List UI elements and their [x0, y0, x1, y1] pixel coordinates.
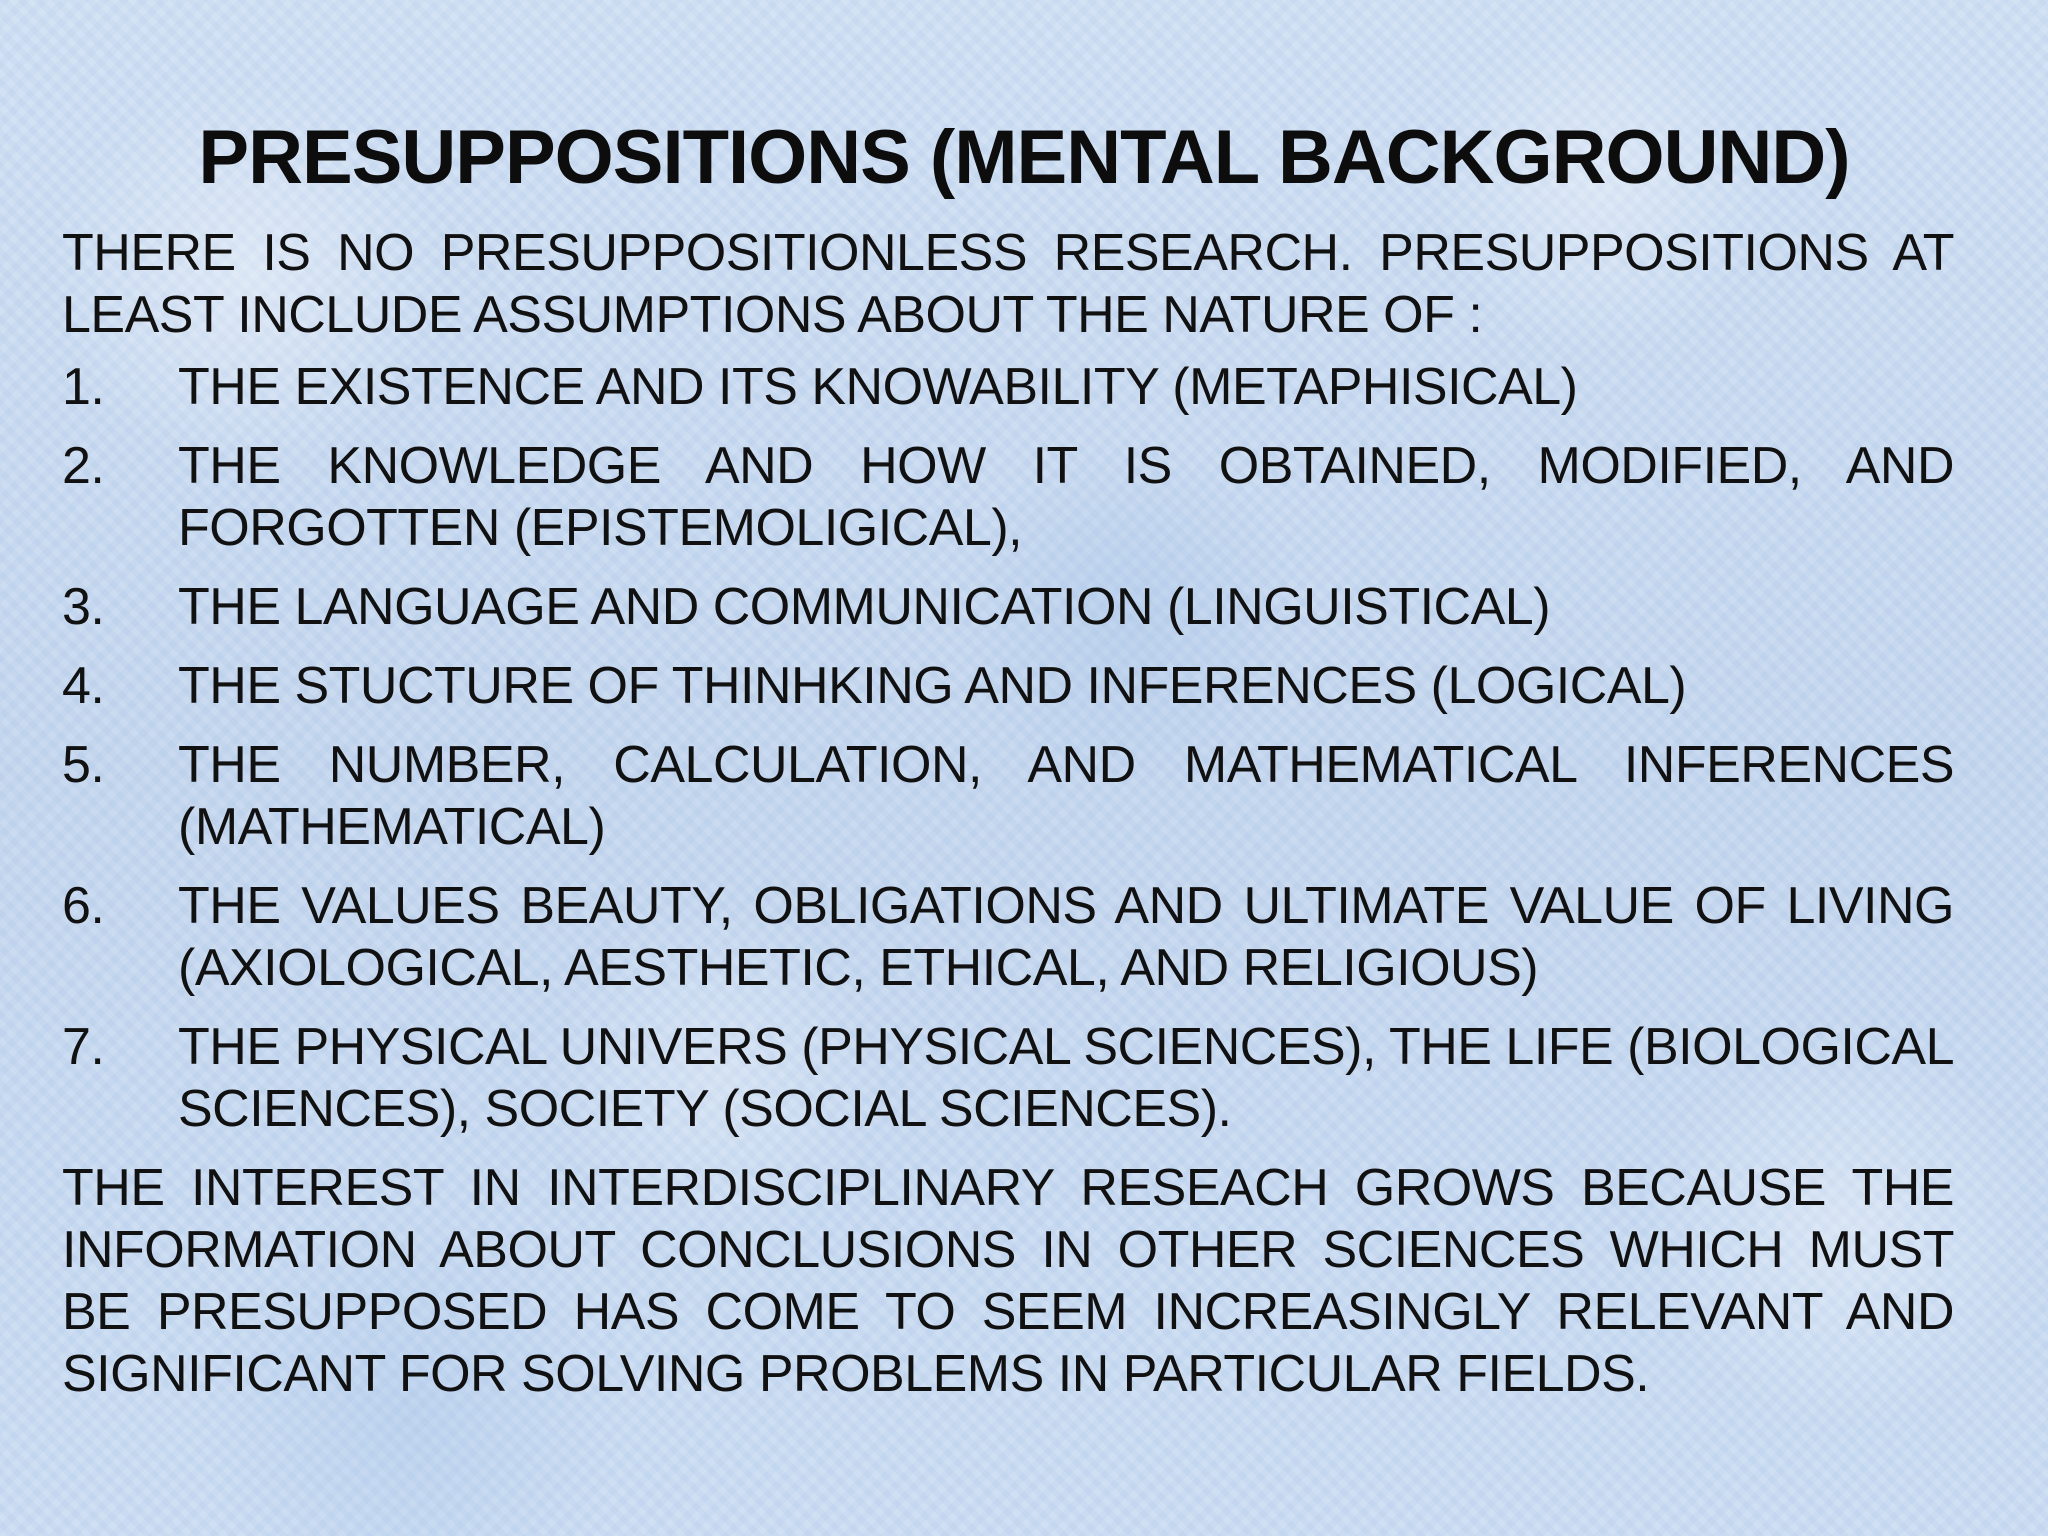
list-item-text: THE EXISTENCE AND ITS KNOWABILITY (METAPHISICAL) [178, 358, 1578, 416]
slide-title: PRESUPPOSITIONS (MENTAL BACKGROUND) [198, 115, 1850, 200]
list-item [62, 655, 1954, 717]
list-item [62, 356, 1954, 418]
slide-body [62, 222, 1954, 1415]
list-item-number: 3. [62, 578, 105, 636]
list-item-text: THE PHYSICAL UNIVERS (PHYSICAL SCIENCES), THE LIFE (BIOLOGICAL SCIENCES), SOCIETY (SOCIAL SCIENCES). [178, 1018, 1954, 1138]
list-item [62, 734, 1954, 858]
list-item-number: 2. [62, 437, 105, 495]
list-item-number: 4. [62, 657, 105, 715]
list-item-number: 5. [62, 736, 105, 794]
list-item-text: THE LANGUAGE AND COMMUNICATION (LINGUISTICAL) [178, 578, 1551, 636]
list-item-number: 1. [62, 358, 105, 416]
list-item-number: 7. [62, 1018, 105, 1076]
list-item [62, 435, 1954, 559]
intro-paragraph: THERE IS NO PRESUPPOSITIONLESS RESEARCH. PRESUPPOSITIONS AT LEAST INCLUDE ASSUMPTIONS ABOUT THE NATURE OF : [62, 224, 1954, 344]
list-item [62, 875, 1954, 999]
list-item-text: THE NUMBER, CALCULATION, AND MATHEMATICAL INFERENCES (MATHEMATICAL) [178, 736, 1954, 856]
list-item-number: 6. [62, 877, 105, 935]
list-item-text: THE STUCTURE OF THINHKING AND INFERENCES (LOGICAL) [178, 657, 1687, 715]
list-item [62, 576, 1954, 638]
list-item-text: THE KNOWLEDGE AND HOW IT IS OBTAINED, MODIFIED, AND FORGOTTEN (EPISTEMOLIGICAL), [178, 437, 1954, 557]
list-item [62, 1016, 1954, 1140]
conclusion-paragraph: THE INTEREST IN INTERDISCIPLINARY RESEACH GROWS BECAUSE THE INFORMATION ABOUT CONCLUSIONS IN OTHER SCIENCES WHICH MUST BE PRESUPPOSED HAS COME TO SEEM INCREASINGLY RELEVANT AND SIGNIFICANT FOR SOLVING PROBLEMS IN PARTICULAR FIELDS. [62, 1159, 1954, 1403]
presupposition-list [62, 356, 1954, 1140]
list-item-text: THE VALUES BEAUTY, OBLIGATIONS AND ULTIMATE VALUE OF LIVING (AXIOLOGICAL, AESTHETIC, ETHICAL, AND RELIGIOUS) [178, 877, 1954, 997]
